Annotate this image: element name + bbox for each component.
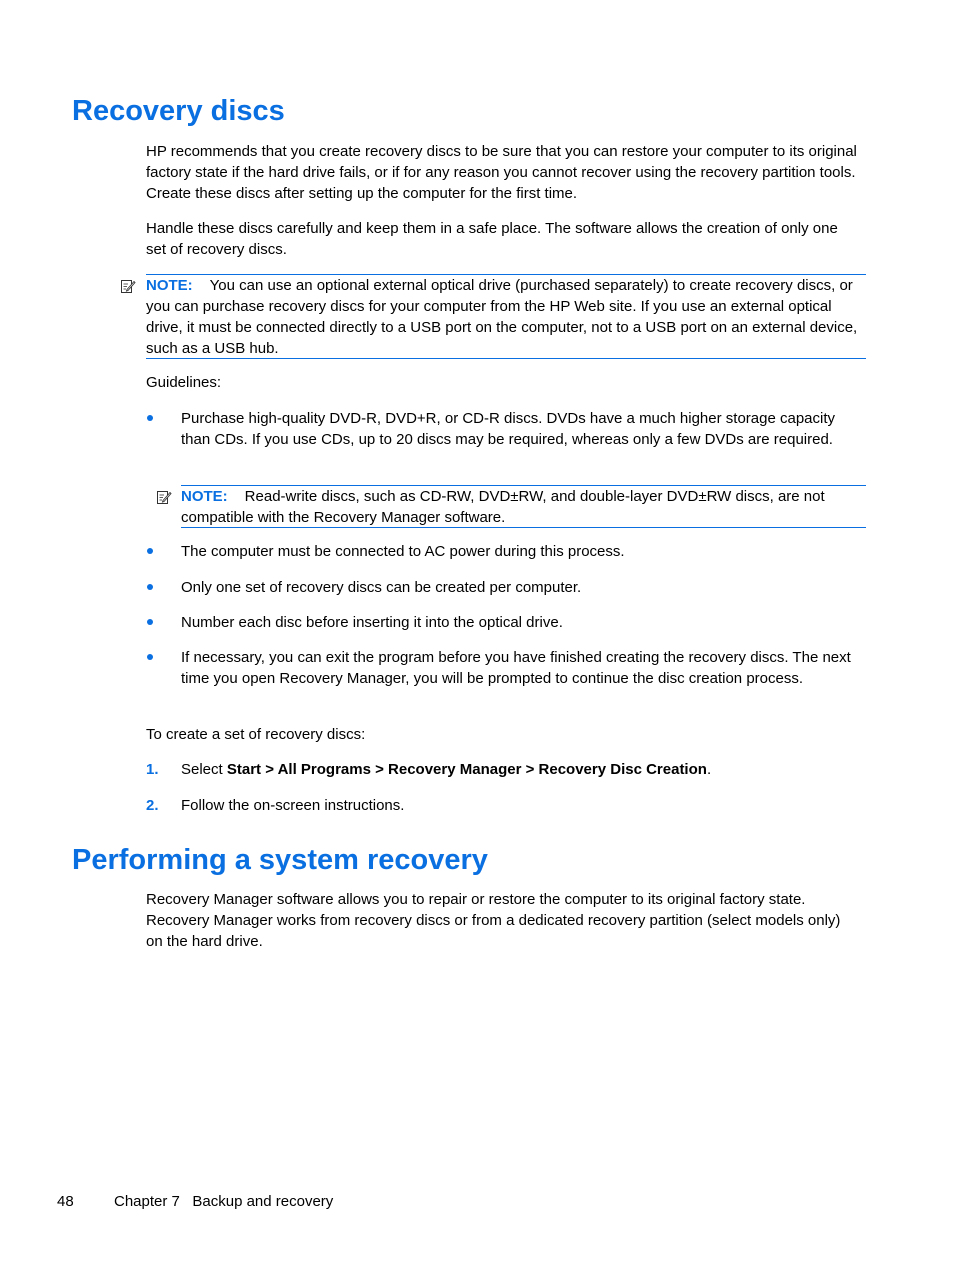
bullet-dot-icon bbox=[147, 415, 153, 421]
step-suffix: . bbox=[706, 761, 712, 778]
step-number: 2. bbox=[146, 797, 159, 814]
menu-path: Start > All Programs > Recovery Manager > Recovery Disc Creation bbox=[226, 761, 707, 778]
guideline-item: The computer must be connected to AC power during this process. bbox=[181, 543, 625, 560]
note-text bbox=[181, 486, 861, 528]
bullet-dot-icon bbox=[147, 548, 153, 554]
note-box-optical-drive bbox=[146, 274, 866, 359]
section-title-recovery-discs: Recovery discs bbox=[72, 95, 285, 127]
guidelines-label: Guidelines: bbox=[146, 374, 222, 391]
page-number: 48 bbox=[57, 1193, 74, 1210]
guideline-item: If necessary, you can exit the program before you have finished creating the recovery discs. The next time you open Recovery Manager, you will be prompted to continue the disc creation process. bbox=[181, 649, 851, 687]
chapter-title: Chapter 7 Backup and recovery bbox=[114, 1193, 334, 1210]
note-label: NOTE: bbox=[146, 277, 193, 294]
note-label: NOTE: bbox=[181, 488, 228, 505]
step-text: Follow the on-screen instructions. bbox=[181, 797, 405, 814]
guideline-item: Purchase high-quality DVD-R, DVD+R, or CD-R discs. DVDs have a much higher storage capacity than CDs. If you use CDs, up to 20 discs may be required, whereas only a few DVDs are required. bbox=[181, 410, 836, 448]
step-text bbox=[181, 759, 871, 780]
bullet-dot-icon bbox=[147, 584, 153, 590]
note-box-read-write-discs bbox=[181, 485, 866, 528]
handling-paragraph: Handle these discs carefully and keep them in a safe place. The software allows the creation of only one set of recovery discs. bbox=[146, 220, 838, 258]
step-number: 1. bbox=[146, 761, 159, 778]
note-body: You can use an optional external optical drive (purchased separately) to create recovery discs, or you can purchase recovery discs for your computer from the HP Web site. If you use an external optical drive, it must be connected directly to a USB port on the computer, not to a USB port on an external device, such as a USB hub. bbox=[146, 277, 858, 357]
note-body: Read-write discs, such as CD-RW, DVD±RW, and double-layer DVD±RW discs, are not compatible with the Recovery Manager software. bbox=[181, 488, 825, 526]
step-prefix: Select bbox=[181, 761, 227, 778]
steps-intro: To create a set of recovery discs: bbox=[146, 726, 366, 743]
intro-paragraph: HP recommends that you create recovery discs to be sure that you can restore your computer to its original factory state if the hard drive fails, or if for any reason you cannot recover using the recovery partition tools. Create these discs after setting up the computer for the first time. bbox=[146, 143, 857, 202]
section-title-system-recovery: Performing a system recovery bbox=[72, 844, 488, 876]
note-text bbox=[146, 275, 861, 359]
system-recovery-paragraph: Recovery Manager software allows you to repair or restore the computer to its original factory state. Recovery Manager works from recovery discs or from a dedicated recovery partition (select models only) on the hard drive. bbox=[146, 891, 841, 950]
note-pencil-icon bbox=[156, 489, 172, 505]
note-pencil-icon bbox=[120, 278, 136, 294]
guideline-item: Number each disc before inserting it into the optical drive. bbox=[181, 614, 563, 631]
bullet-dot-icon bbox=[147, 654, 153, 660]
guideline-item: Only one set of recovery discs can be created per computer. bbox=[181, 579, 582, 596]
bullet-dot-icon bbox=[147, 619, 153, 625]
